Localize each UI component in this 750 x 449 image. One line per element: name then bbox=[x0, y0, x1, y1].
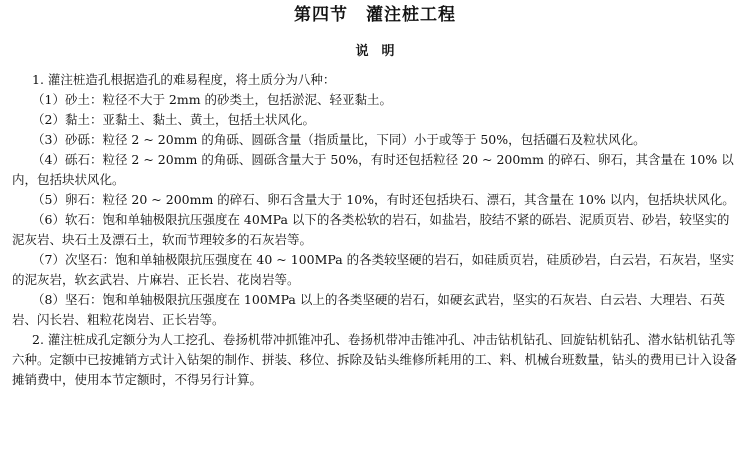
soil-type-gravel: （4）砾石：粒径 2 ~ 20mm 的角砾、圆砾含量大于 50%，有时还包括粒径 20 ~ 200mm 的碎石、卵石，其含量在 10% 以内，包括块状风化。 bbox=[12, 152, 734, 187]
soil-type-semi-hard-rock: （7）次坚石：饱和单轴极限抗压强度在 40 ~ 100MPa 的各类较坚硬的岩石，如硅质页岩，硅质砂岩，白云岩，石灰岩，坚实的泥灰岩，软玄武岩、片麻岩、正长岩、花岗岩等。 bbox=[12, 252, 735, 287]
soil-type-sand: （1）砂土：粒径不大于 2mm 的砂类土，包括淤泥、轻亚黏土。 bbox=[32, 92, 393, 107]
soil-type-pebble: （5）卵石：粒径 20 ~ 200mm 的碎石、卵石含量大于 10%，有时还包括块石、漂石，其含量在 10% 以内，包括块状风化。 bbox=[32, 192, 735, 207]
soil-type-soft-rock: （6）软石：饱和单轴极限抗压强度在 40MPa 以下的各类松软的岩石，如盐岩，胶结不紧的砾岩、泥质页岩、砂岩，较坚实的泥灰岩、块石土及漂石土，软而节理较多的石灰岩等。 bbox=[12, 212, 730, 247]
soil-type-hard-rock: （8）坚石：饱和单轴极限抗压强度在 100MPa 以上的各类坚硬的岩石，如硬玄武岩，坚实的石灰岩、白云岩、大理岩、石英岩、闪长岩、粗粒花岗岩、正长岩等。 bbox=[12, 292, 725, 327]
section-title: 第四节 灌注桩工程 bbox=[294, 5, 456, 25]
notes-heading: 说 明 bbox=[355, 44, 395, 59]
notes-body bbox=[12, 70, 738, 390]
soil-type-clay: （2）黏土：亚黏土、黏土、黄土，包括土状风化。 bbox=[32, 112, 315, 127]
paragraph-1: 1. 灌注桩造孔根据造孔的难易程度，将土质分为八种： bbox=[32, 72, 336, 87]
paragraph-2: 2. 灌注桩成孔定额分为人工挖孔、卷扬机带冲抓锥冲孔、卷扬机带冲击锥冲孔、冲击钻机钻孔、回旋钻机钻孔、潜水钻机钻孔等六种。定额中已按摊销方式计入钻架的制作、拼装、移位、拆除及钻头维修所耗用的工、料、机械台班数量，钻头的费用已计入设备摊销费中，使用本节定额时，不得另行计算。 bbox=[12, 332, 738, 387]
soil-type-gravel-sand: （3）砂砾：粒径 2 ~ 20mm 的角砾、圆砾含量（指质量比，下同）小于或等于 50%，包括礓石及粒状风化。 bbox=[32, 132, 646, 147]
